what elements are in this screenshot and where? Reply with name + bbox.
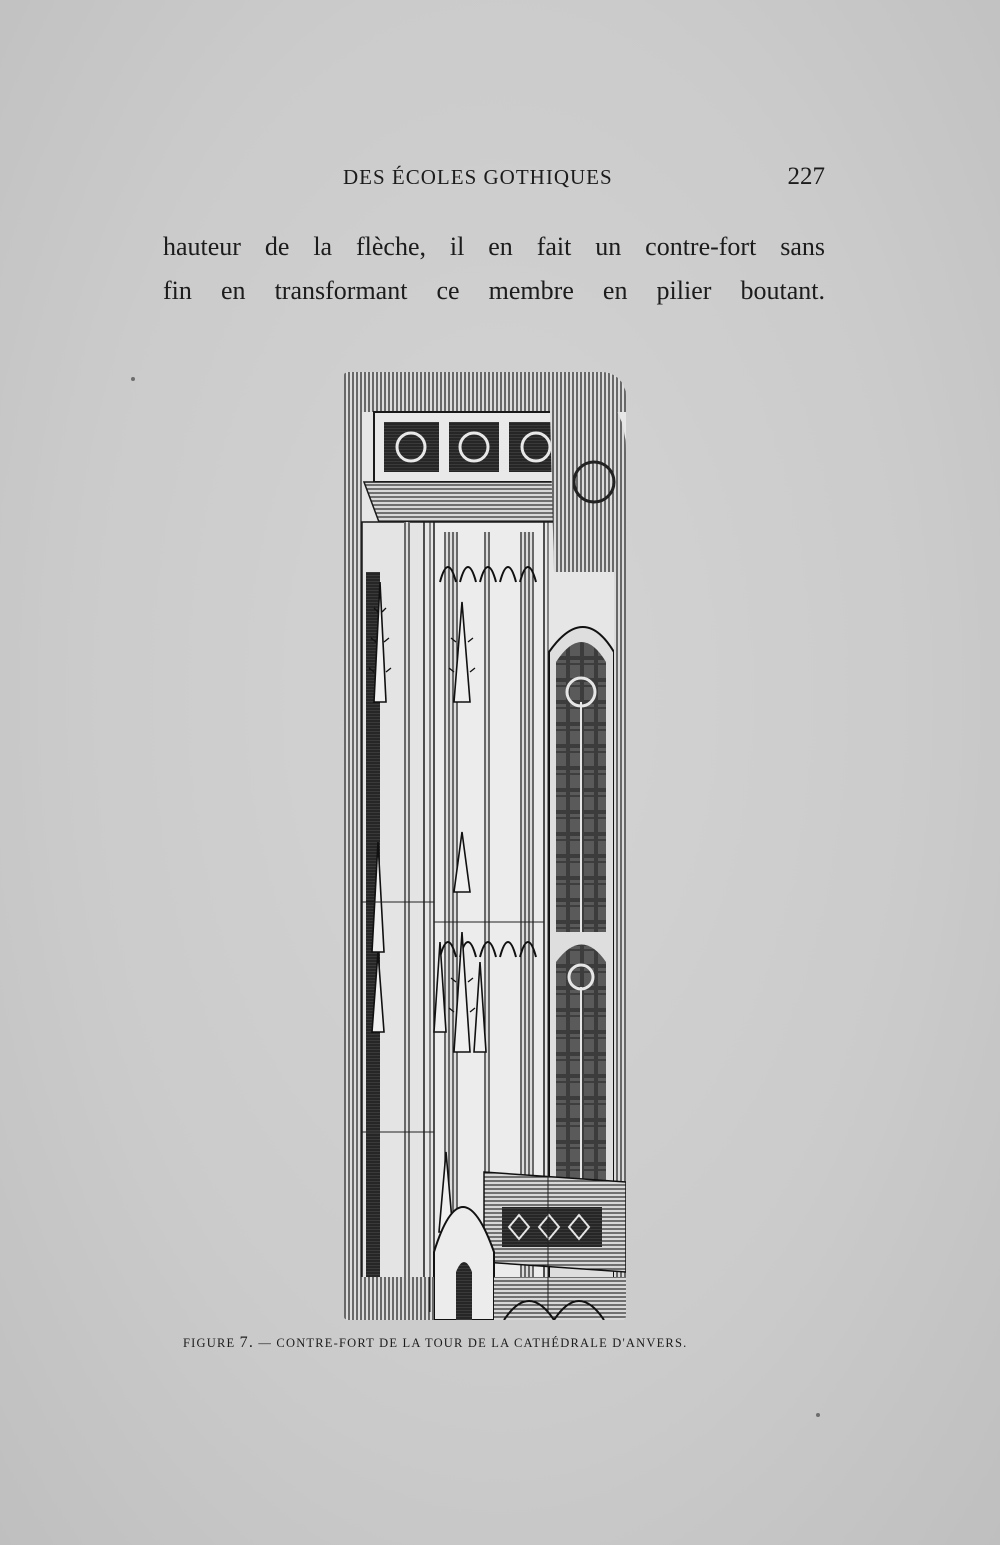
engraving-illustration xyxy=(344,372,626,1320)
figure-number: 7. xyxy=(239,1334,255,1351)
body-paragraph xyxy=(163,225,825,313)
paper-speck xyxy=(816,1413,820,1417)
running-head: DES ÉCOLES GOTHIQUES xyxy=(343,165,613,189)
body-line: fin en transformant ce membre en pilier boutant. xyxy=(163,276,825,305)
buttress-engraving xyxy=(344,372,626,1320)
page-header xyxy=(163,165,825,199)
body-line: hauteur de la flèche, il en fait un contre-fort sans xyxy=(163,232,825,261)
figure-label: FIGURE xyxy=(183,1336,236,1350)
page-number: 227 xyxy=(787,163,825,190)
figure-caption xyxy=(183,1334,823,1352)
figure-caption-text: — CONTRE-FORT DE LA TOUR DE LA CATHÉDRALE D'ANVERS. xyxy=(258,1336,688,1350)
paper-speck xyxy=(131,377,135,381)
